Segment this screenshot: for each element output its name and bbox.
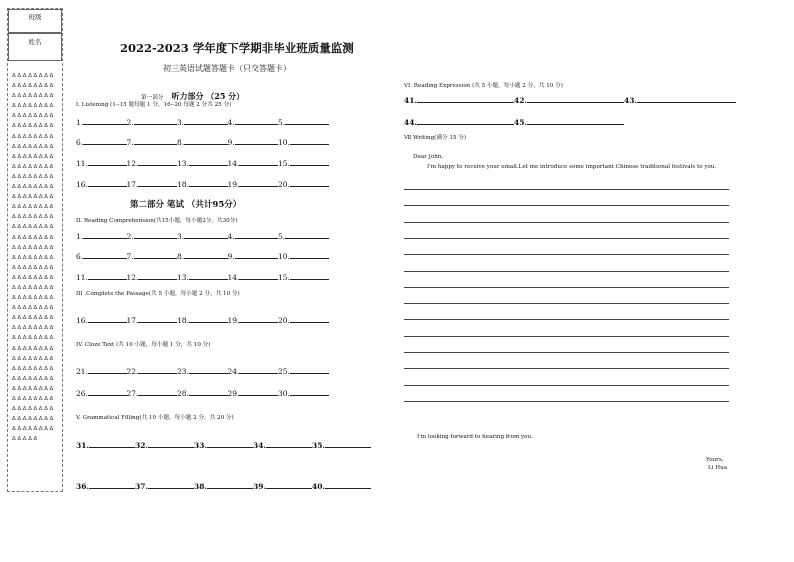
letter-greeting: Dear John, <box>413 154 444 160</box>
question-number: 36. <box>76 482 90 491</box>
answer-blank[interactable] <box>127 158 178 168</box>
question-number: 27. <box>126 389 139 398</box>
answer-underline[interactable] <box>148 481 194 489</box>
answer-blank[interactable] <box>76 158 127 168</box>
answer-blank[interactable] <box>76 137 127 147</box>
question-number: 16. <box>76 316 88 325</box>
writing-line[interactable] <box>404 205 729 206</box>
answer-underline[interactable] <box>290 158 329 166</box>
answer-blank[interactable] <box>278 179 329 189</box>
question-number: 37. <box>135 482 149 491</box>
answer-underline[interactable] <box>189 272 228 280</box>
answer-underline[interactable] <box>290 137 329 145</box>
answer-underline[interactable] <box>239 179 278 187</box>
writing-line[interactable] <box>404 385 729 386</box>
cloze-row-1 <box>76 366 329 376</box>
question-number: 2. <box>126 232 134 241</box>
writing-line[interactable] <box>404 222 729 223</box>
page-title: 2022-2023 学年度下学期非毕业班质量监测 <box>120 41 354 55</box>
letter-yours: Yours， <box>706 457 728 463</box>
question-number: 9. <box>227 138 235 147</box>
answer-blank[interactable] <box>278 388 329 398</box>
question-number: 6. <box>76 252 84 261</box>
answer-blank[interactable] <box>76 117 127 127</box>
answer-underline[interactable] <box>88 179 127 187</box>
question-number: 6. <box>76 138 84 147</box>
answer-blank[interactable] <box>177 179 228 189</box>
question-number: 4. <box>227 232 235 241</box>
answer-blank[interactable] <box>278 315 329 325</box>
answer-blank[interactable] <box>76 272 127 282</box>
answer-underline[interactable] <box>325 481 371 489</box>
question-number: 9. <box>227 252 235 261</box>
answer-blank[interactable] <box>177 388 228 398</box>
answer-blank[interactable] <box>127 366 178 376</box>
answer-underline[interactable] <box>134 251 177 259</box>
answer-underline[interactable] <box>83 231 126 239</box>
answer-underline[interactable] <box>207 440 253 448</box>
answer-blank[interactable] <box>135 440 194 450</box>
answer-underline[interactable] <box>138 315 177 323</box>
answer-blank[interactable] <box>76 440 135 450</box>
question-number: 31. <box>76 441 90 450</box>
question-number: 19. <box>227 316 240 325</box>
answer-blank[interactable] <box>253 440 312 450</box>
question-number: 4. <box>227 118 235 127</box>
answer-underline[interactable] <box>290 251 329 259</box>
writing-line[interactable] <box>404 368 729 369</box>
answer-underline[interactable] <box>83 251 126 259</box>
question-number: 19. <box>227 180 240 189</box>
answer-blank[interactable] <box>253 481 312 491</box>
grammar-heading: V. Grammatical Filling(共 10 小题，每小题 2 分，共 20 分) <box>76 415 234 421</box>
answer-blank[interactable] <box>76 231 127 241</box>
writing-line[interactable] <box>404 352 729 353</box>
listening-row-4 <box>76 179 329 189</box>
reading-row-3 <box>76 272 329 282</box>
answer-underline[interactable] <box>138 366 177 374</box>
question-number: 14. <box>227 273 240 282</box>
answer-blank[interactable] <box>177 158 228 168</box>
writing-line[interactable] <box>404 303 729 304</box>
answer-blank[interactable] <box>278 366 329 376</box>
question-number: 28. <box>177 389 189 398</box>
answer-blank[interactable] <box>177 137 228 147</box>
answer-underline[interactable] <box>290 315 329 323</box>
answer-underline[interactable] <box>189 315 228 323</box>
answer-underline[interactable] <box>285 231 328 239</box>
seal-line-triangles: ΔΔΔΔΔΔΔΔΔΔΔΔΔΔΔΔΔΔΔΔΔΔΔΔΔΔΔΔΔΔΔΔΔΔΔΔΔΔΔΔΔΔΔΔΔΔΔΔΔΔΔΔΔΔΔΔΔΔΔΔΔΔΔΔΔΔΔΔΔΔΔΔΔΔΔΔΔΔΔΔΔΔΔΔΔΔΔΔΔΔΔΔΔΔΔΔΔΔΔΔΔΔΔΔΔΔΔΔΔΔΔΔΔΔΔΔΔΔΔΔΔΔΔΔΔΔΔΔΔΔΔΔΔΔΔΔΔΔΔΔΔΔΔΔΔΔΔΔΔΔΔΔΔΔΔΔΔΔΔΔΔΔΔΔΔΔΔΔΔΔΔΔΔΔΔΔΔΔΔΔΔΔΔΔΔΔΔΔΔΔΔΔΔΔΔΔΔΔΔΔΔΔΔΔΔΔΔΔΔΔΔΔΔΔΔΔΔΔΔΔΔΔΔΔΔΔΔΔΔΔΔΔΔΔΔΔΔΔΔΔΔΔΔΔΔΔΔΔΔΔΔΔΔΔΔΔΔΔΔΔΔΔΔΔΔΔΔΔΔΔΔΔΔΔΔΔΔΔΔΔΔΔΔΔΔΔΔΔΔΔΔΔΔ <box>12 73 55 443</box>
part2-heading: 第二部分 笔试 （共计95分） <box>130 200 242 210</box>
answer-underline[interactable] <box>134 117 177 125</box>
expression-row-2 <box>404 117 624 127</box>
question-number: 13. <box>177 273 189 282</box>
reading-row-1 <box>76 231 329 241</box>
question-number: 5. <box>278 118 286 127</box>
expression-blank[interactable] <box>514 95 624 105</box>
writing-line[interactable] <box>404 319 729 320</box>
answer-underline[interactable] <box>290 366 329 374</box>
answer-underline[interactable] <box>239 366 278 374</box>
writing-line[interactable] <box>404 271 729 272</box>
answer-blank[interactable] <box>127 137 178 147</box>
question-number: 2. <box>126 118 134 127</box>
question-number: 12. <box>126 273 139 282</box>
answer-underline[interactable] <box>235 231 278 239</box>
question-number: 20. <box>278 180 290 189</box>
answer-underline[interactable] <box>239 158 278 166</box>
answer-blank[interactable] <box>312 440 371 450</box>
grammar-row-2 <box>76 481 371 491</box>
question-number: 3. <box>177 232 185 241</box>
question-number: 23. <box>177 367 189 376</box>
question-number: 42. <box>514 96 528 105</box>
answer-underline[interactable] <box>88 315 127 323</box>
answer-blank[interactable] <box>228 366 279 376</box>
answer-underline[interactable] <box>239 315 278 323</box>
question-number: 15. <box>278 273 290 282</box>
answer-underline[interactable] <box>239 272 278 280</box>
question-number: 44. <box>404 118 418 127</box>
class-box <box>8 9 62 33</box>
answer-blank[interactable] <box>194 481 253 491</box>
question-number: 35. <box>312 441 326 450</box>
question-number: 13. <box>177 159 189 168</box>
expression-blank[interactable] <box>624 95 736 105</box>
answer-underline[interactable] <box>527 95 624 103</box>
answer-blank[interactable] <box>127 272 178 282</box>
class-label: 班级 <box>28 13 42 21</box>
answer-underline[interactable] <box>290 272 329 280</box>
answer-blank[interactable] <box>127 251 178 261</box>
answer-underline[interactable] <box>138 158 177 166</box>
answer-underline[interactable] <box>189 158 228 166</box>
answer-underline[interactable] <box>266 481 312 489</box>
listening-heading: I. Listening (1--15 题每题 1 分，16--20 每题 2 分共 25 分) <box>76 102 232 108</box>
answer-blank[interactable] <box>278 231 329 241</box>
answer-underline[interactable] <box>88 272 127 280</box>
answer-underline[interactable] <box>235 137 278 145</box>
answer-underline[interactable] <box>148 440 194 448</box>
reading-heading: II. Reading Comprehension(共15小题，每小题2分，共30分) <box>76 218 238 224</box>
passage-row <box>76 315 329 325</box>
question-number: 8. <box>177 252 185 261</box>
answer-underline[interactable] <box>89 481 135 489</box>
answer-underline[interactable] <box>417 117 514 125</box>
answer-blank[interactable] <box>177 231 228 241</box>
question-number: 40. <box>312 482 326 491</box>
listening-row-1 <box>76 117 329 127</box>
answer-underline[interactable] <box>83 117 126 125</box>
question-number: 18. <box>177 180 189 189</box>
answer-underline[interactable] <box>88 366 127 374</box>
page-subtitle: 初三英语试题答题卡（只交答题卡） <box>163 64 291 73</box>
answer-blank[interactable] <box>228 315 279 325</box>
answer-underline[interactable] <box>184 251 227 259</box>
writing-heading: Ⅶ Writing(满分 15 分) <box>404 135 466 141</box>
question-number: 7. <box>126 138 134 147</box>
writing-line[interactable] <box>404 254 729 255</box>
question-number: 26. <box>76 389 88 398</box>
letter-closing: I'm looking forward to hearing from you. <box>417 434 533 440</box>
question-number: 33. <box>194 441 208 450</box>
answer-blank[interactable] <box>76 481 135 491</box>
answer-underline[interactable] <box>235 251 278 259</box>
expression-row-1 <box>404 95 736 105</box>
question-number: 45. <box>514 118 528 127</box>
answer-blank[interactable] <box>76 315 127 325</box>
answer-blank[interactable] <box>127 117 178 127</box>
binding-strip <box>7 8 63 492</box>
listening-row-3 <box>76 158 329 168</box>
question-number: 12. <box>126 159 139 168</box>
writing-line[interactable] <box>404 287 729 288</box>
answer-blank[interactable] <box>127 315 178 325</box>
writing-line[interactable] <box>404 336 729 337</box>
answer-blank[interactable] <box>127 179 178 189</box>
expression-heading: VI. Reading Expression (共 5 小题，每小题 2 分，共 10 分) <box>404 83 563 89</box>
expression-blank[interactable] <box>404 117 514 127</box>
answer-underline[interactable] <box>527 117 624 125</box>
answer-blank[interactable] <box>228 231 279 241</box>
answer-blank[interactable] <box>194 440 253 450</box>
answer-blank[interactable] <box>228 272 279 282</box>
answer-blank[interactable] <box>127 388 178 398</box>
question-number: 14. <box>227 159 240 168</box>
answer-underline[interactable] <box>290 179 329 187</box>
answer-blank[interactable] <box>228 137 279 147</box>
answer-blank[interactable] <box>278 137 329 147</box>
answer-underline[interactable] <box>138 388 177 396</box>
question-number: 29. <box>227 389 240 398</box>
answer-blank[interactable] <box>278 158 329 168</box>
answer-blank[interactable] <box>135 481 194 491</box>
question-number: 7. <box>126 252 134 261</box>
answer-blank[interactable] <box>76 366 127 376</box>
answer-underline[interactable] <box>235 117 278 125</box>
question-number: 5. <box>278 232 286 241</box>
question-number: 39. <box>253 482 267 491</box>
answer-blank[interactable] <box>177 315 228 325</box>
answer-underline[interactable] <box>184 137 227 145</box>
answer-blank[interactable] <box>228 117 279 127</box>
answer-blank[interactable] <box>278 251 329 261</box>
question-number: 1. <box>76 232 84 241</box>
answer-underline[interactable] <box>134 231 177 239</box>
answer-underline[interactable] <box>207 481 253 489</box>
answer-underline[interactable] <box>266 440 312 448</box>
question-number: 25. <box>278 367 290 376</box>
answer-underline[interactable] <box>325 440 371 448</box>
question-number: 22. <box>126 367 139 376</box>
name-box <box>8 33 62 61</box>
question-number: 30. <box>278 389 290 398</box>
answer-underline[interactable] <box>83 137 126 145</box>
question-number: 24. <box>227 367 240 376</box>
question-number: 11. <box>76 273 88 282</box>
answer-blank[interactable] <box>278 272 329 282</box>
expression-blank[interactable] <box>514 117 624 127</box>
answer-underline[interactable] <box>189 179 228 187</box>
answer-blank[interactable] <box>278 117 329 127</box>
question-number: 21. <box>76 367 88 376</box>
answer-blank[interactable] <box>177 251 228 261</box>
question-number: 15. <box>278 159 290 168</box>
answer-underline[interactable] <box>290 388 329 396</box>
question-number: 11. <box>76 159 88 168</box>
answer-underline[interactable] <box>239 388 278 396</box>
answer-underline[interactable] <box>184 231 227 239</box>
answer-blank[interactable] <box>177 117 228 127</box>
answer-blank[interactable] <box>228 251 279 261</box>
part1-prefix: 第一部分 <box>141 95 164 101</box>
answer-blank[interactable] <box>228 179 279 189</box>
question-number: 10. <box>278 252 290 261</box>
reading-row-2 <box>76 251 329 261</box>
answer-underline[interactable] <box>138 272 177 280</box>
answer-underline[interactable] <box>134 137 177 145</box>
grammar-row-1 <box>76 440 371 450</box>
answer-underline[interactable] <box>637 95 736 103</box>
part1-title: 听力部分 （25 分） <box>171 91 245 101</box>
answer-underline[interactable] <box>184 117 227 125</box>
answer-underline[interactable] <box>285 117 328 125</box>
name-label: 姓名 <box>28 38 42 46</box>
question-number: 32. <box>135 441 149 450</box>
answer-blank[interactable] <box>177 366 228 376</box>
question-number: 41. <box>404 96 418 105</box>
answer-underline[interactable] <box>88 158 127 166</box>
question-number: 8. <box>177 138 185 147</box>
expression-blank[interactable] <box>404 95 514 105</box>
letter-signature: Li Hua <box>708 465 728 471</box>
question-number: 3. <box>177 118 185 127</box>
cloze-row-2 <box>76 388 329 398</box>
answer-underline[interactable] <box>417 95 514 103</box>
question-number: 1. <box>76 118 84 127</box>
answer-blank[interactable] <box>127 231 178 241</box>
cloze-heading: IV. Cloze Text (共 10 小题，每小题 1 分，共 10 分) <box>76 342 211 348</box>
question-number: 17. <box>126 316 139 325</box>
answer-blank[interactable] <box>177 272 228 282</box>
passage-heading: III .Complete the Passage(共 5 小题，每小题 2 分，共 10 分) <box>76 291 240 297</box>
listening-row-2 <box>76 137 329 147</box>
question-number: 18. <box>177 316 189 325</box>
answer-blank[interactable] <box>76 388 127 398</box>
answer-blank[interactable] <box>76 251 127 261</box>
question-number: 20. <box>278 316 290 325</box>
answer-underline[interactable] <box>138 179 177 187</box>
question-number: 38. <box>194 482 208 491</box>
question-number: 43. <box>624 96 638 105</box>
answer-underline[interactable] <box>89 440 135 448</box>
answer-blank[interactable] <box>312 481 371 491</box>
writing-line[interactable] <box>404 189 729 190</box>
letter-intro: I'm happy to receive your email.Let me introduce some important Chinese traditional festivals to you. <box>427 164 717 170</box>
answer-blank[interactable] <box>76 179 127 189</box>
writing-line[interactable] <box>404 238 729 239</box>
question-number: 16. <box>76 180 88 189</box>
question-number: 34. <box>253 441 267 450</box>
question-number: 17. <box>126 180 139 189</box>
question-number: 10. <box>278 138 290 147</box>
writing-line[interactable] <box>404 401 729 402</box>
answer-blank[interactable] <box>228 158 279 168</box>
answer-underline[interactable] <box>88 388 127 396</box>
answer-blank[interactable] <box>228 388 279 398</box>
answer-underline[interactable] <box>189 366 228 374</box>
answer-underline[interactable] <box>189 388 228 396</box>
